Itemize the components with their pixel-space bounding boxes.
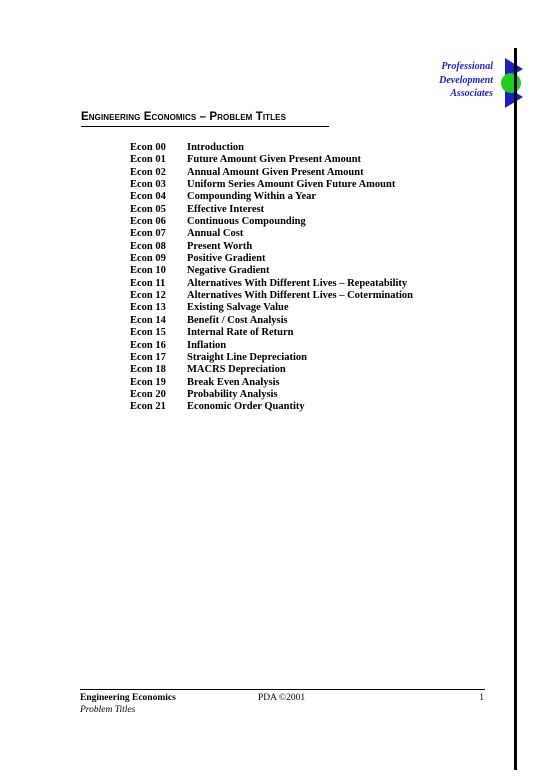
problem-title: Continuous Compounding <box>187 216 306 228</box>
problem-title: Introduction <box>187 142 244 153</box>
problem-code: Econ 02 <box>130 166 166 178</box>
list-item <box>130 389 413 401</box>
problem-code: Econ 16 <box>130 339 166 351</box>
problem-title: Existing Salvage Value <box>187 302 289 314</box>
footer-divider <box>80 689 485 690</box>
list-item <box>130 142 413 154</box>
problem-title: Benefit / Cost Analysis <box>187 314 288 326</box>
logo-line-2: Development <box>439 74 493 86</box>
list-item <box>130 241 413 253</box>
problem-code: Econ 17 <box>130 351 166 363</box>
problem-title: Break Even Analysis <box>187 376 280 388</box>
title-underline <box>81 126 329 127</box>
list-item <box>130 191 413 203</box>
list-item <box>130 290 413 302</box>
list-item <box>130 364 413 376</box>
problem-code: Econ 08 <box>130 240 166 252</box>
problem-title: Straight Line Depreciation <box>187 351 307 363</box>
problem-title: MACRS Depreciation <box>187 364 286 376</box>
page-title: Engineering Economics – Problem Titles <box>81 111 287 123</box>
problem-title: Internal Rate of Return <box>187 327 294 339</box>
problem-code: Econ 14 <box>130 314 166 326</box>
footer-course: Engineering Economics <box>80 693 176 703</box>
margin-rule <box>514 48 517 770</box>
problem-code: Econ 18 <box>130 364 166 376</box>
problem-title: Annual Amount Given Present Amount <box>187 166 364 178</box>
problem-code: Econ 15 <box>130 327 166 339</box>
logo-mark-icon <box>499 58 523 108</box>
list-item <box>130 352 413 364</box>
problem-code: Econ 19 <box>130 376 166 388</box>
problem-code: Econ 03 <box>130 179 166 191</box>
problem-title: Effective Interest <box>187 203 265 215</box>
problem-title: Present Worth <box>187 240 253 252</box>
problem-code: Econ 01 <box>130 154 166 166</box>
page-number: 1 <box>479 693 484 703</box>
problem-title: Annual Cost <box>187 228 244 240</box>
list-item <box>130 265 413 277</box>
footer-copyright: PDA ©2001 <box>258 693 306 703</box>
problem-title: Compounding Within a Year <box>187 191 317 203</box>
problem-title: Negative Gradient <box>187 265 270 277</box>
problem-code: Econ 06 <box>130 216 166 228</box>
problem-code: Econ 11 <box>130 277 166 289</box>
problem-code: Econ 13 <box>130 302 166 314</box>
list-item <box>130 253 413 265</box>
problem-title: Probability Analysis <box>187 388 278 400</box>
list-item <box>130 278 413 290</box>
list-item <box>130 179 413 191</box>
list-item <box>130 302 413 314</box>
problem-title: Future Amount Given Present Amount <box>187 154 362 166</box>
problem-code: Econ 10 <box>130 265 166 277</box>
problem-code: Econ 12 <box>130 290 166 302</box>
footer-subtitle: Problem Titles <box>80 705 136 715</box>
logo-line-1: Professional <box>441 61 493 72</box>
problem-title: Economic Order Quantity <box>187 401 305 413</box>
list-item <box>130 377 413 389</box>
problem-title: Alternatives With Different Lives – Cotermination <box>187 290 414 302</box>
list-item <box>130 204 413 216</box>
problem-code: Econ 21 <box>130 401 166 413</box>
problem-code: Econ 05 <box>130 203 166 215</box>
problem-title: Inflation <box>187 339 227 351</box>
list-item <box>130 167 413 179</box>
list-item <box>130 327 413 339</box>
problem-code: Econ 04 <box>130 191 166 203</box>
list-item <box>130 154 413 166</box>
problem-list <box>130 142 413 414</box>
list-item <box>130 401 413 413</box>
list-item <box>130 216 413 228</box>
list-item <box>130 228 413 240</box>
problem-title: Alternatives With Different Lives – Repeatability <box>187 277 408 289</box>
problem-title: Uniform Series Amount Given Future Amount <box>187 179 396 191</box>
list-item <box>130 315 413 327</box>
problem-title: Positive Gradient <box>187 253 266 265</box>
list-item <box>130 340 413 352</box>
logo-text <box>439 60 493 101</box>
problem-code: Econ 20 <box>130 388 166 400</box>
problem-code: Econ 00 <box>130 142 166 153</box>
problem-code: Econ 07 <box>130 228 166 240</box>
problem-code: Econ 09 <box>130 253 166 265</box>
logo-line-3: Associates <box>450 88 493 99</box>
